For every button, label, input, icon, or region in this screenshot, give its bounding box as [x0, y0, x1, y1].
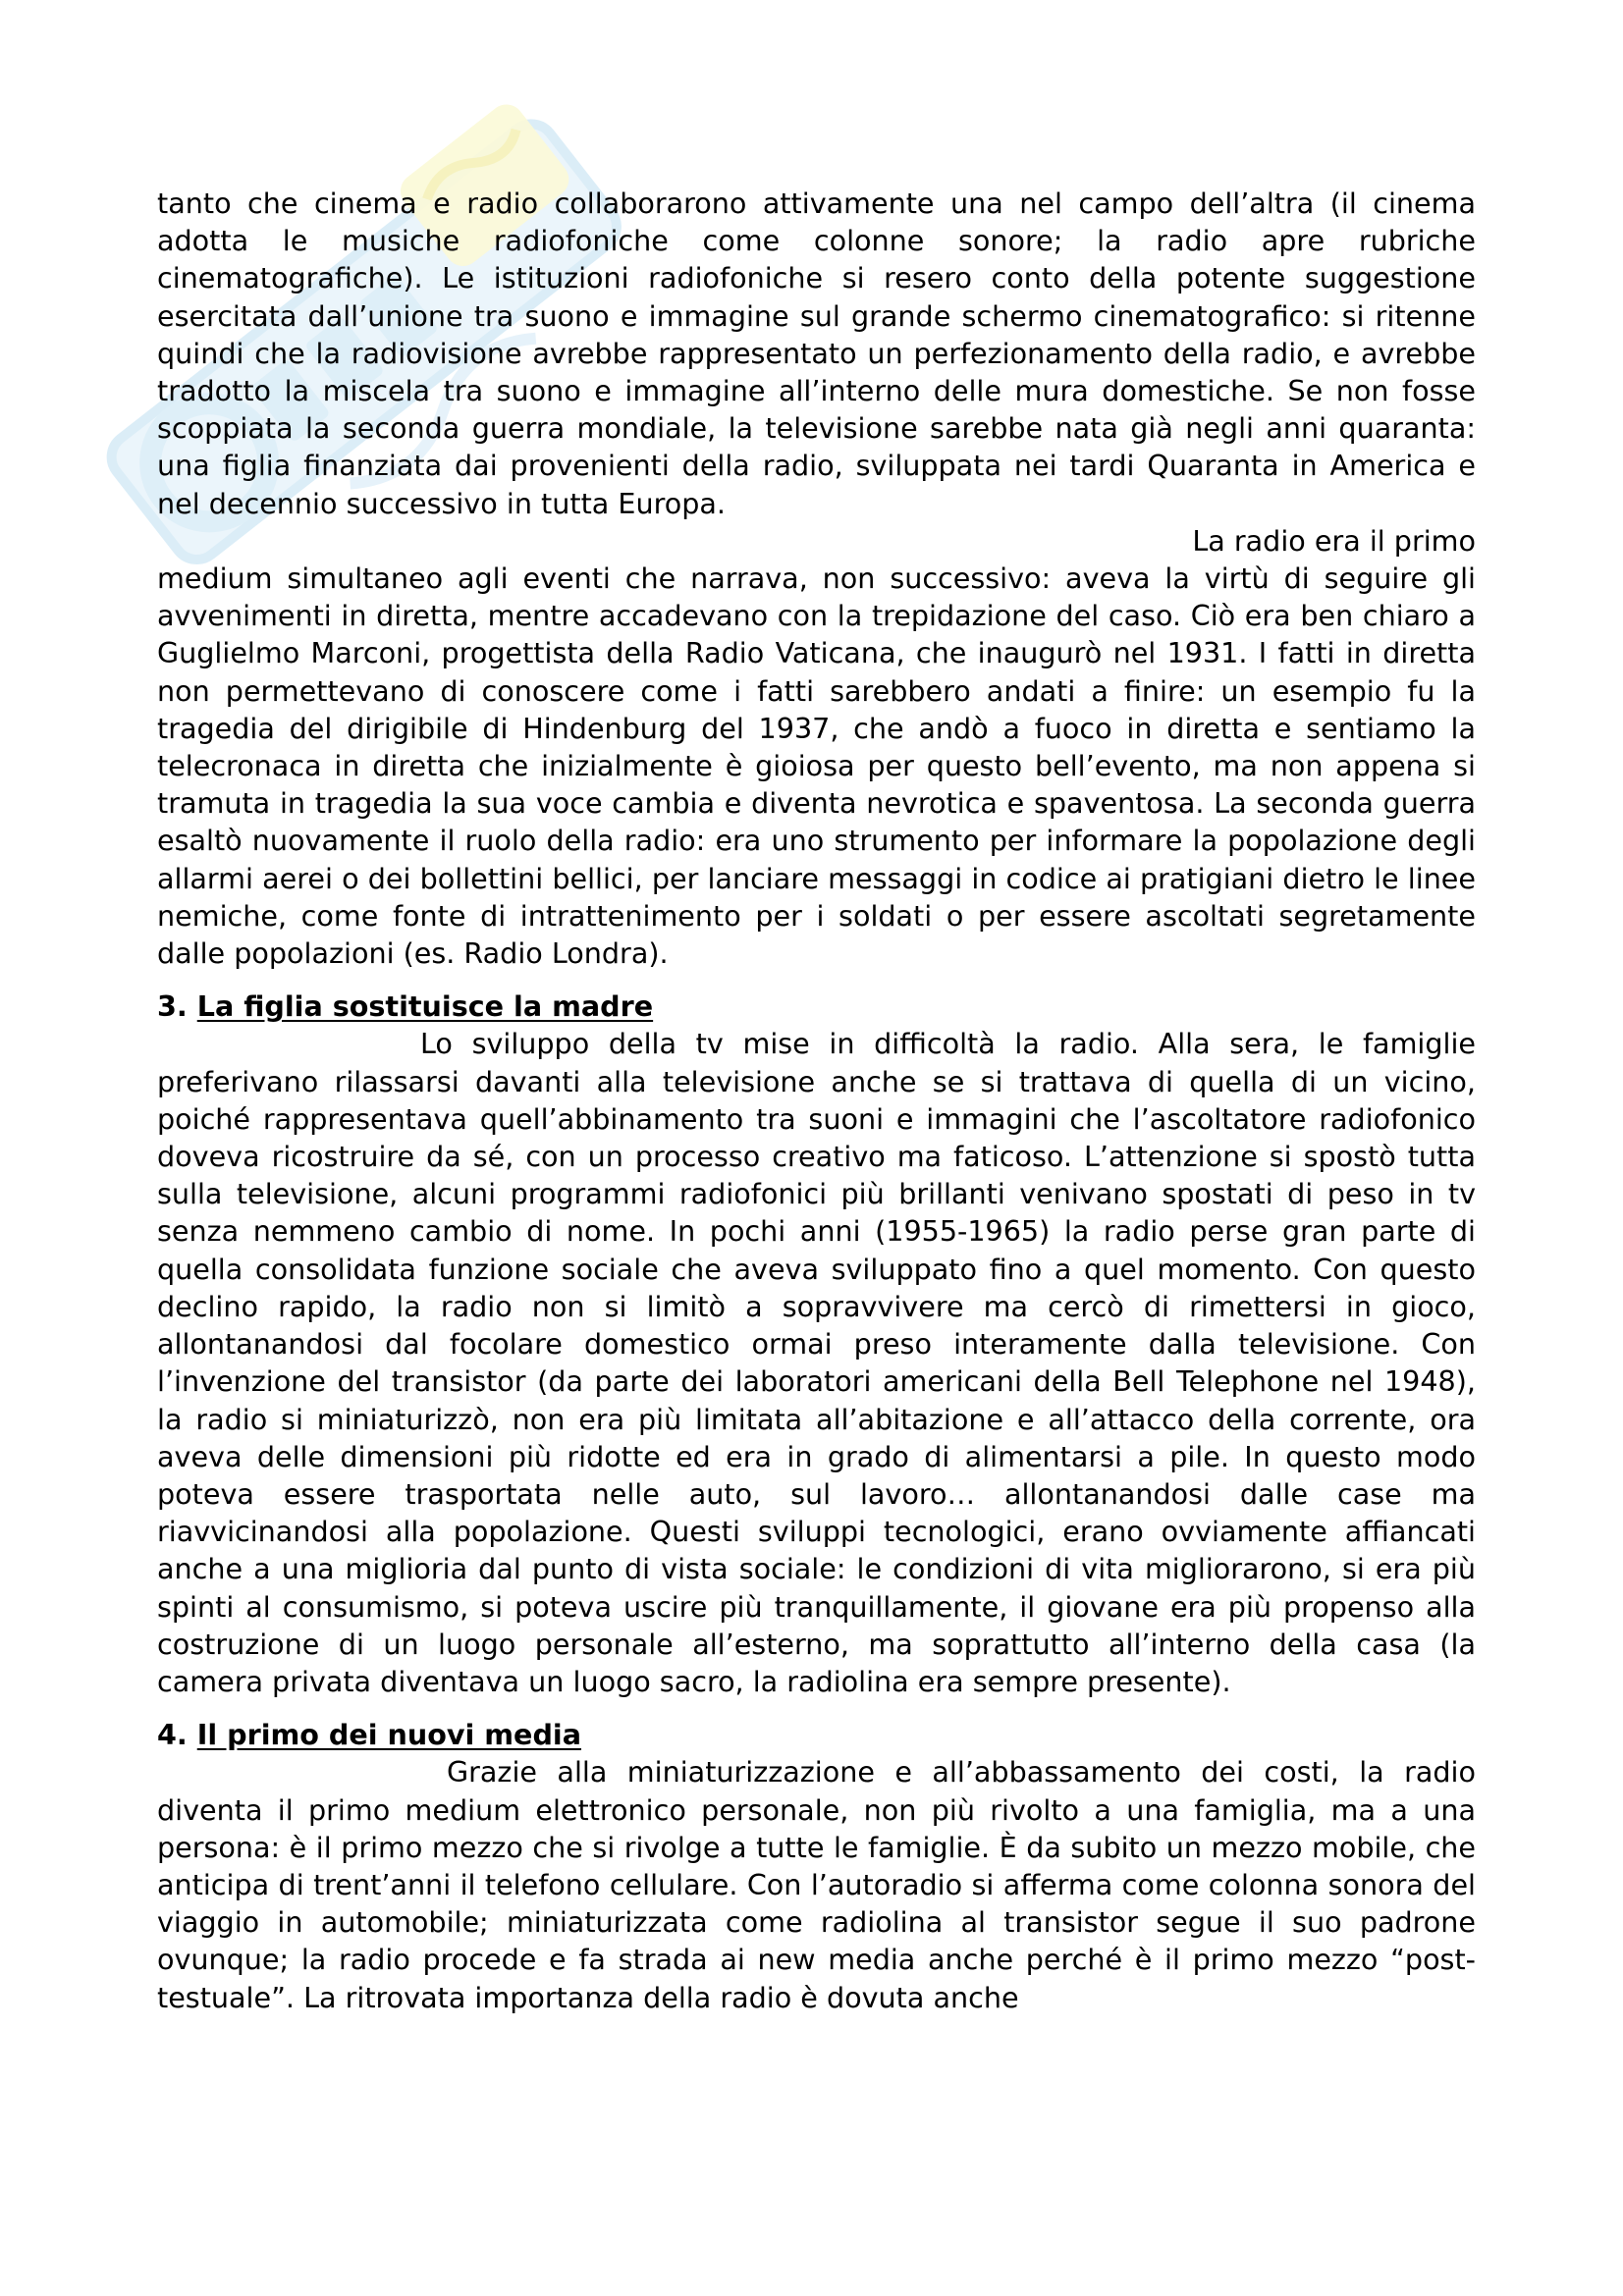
section-heading — [157, 988, 1476, 1025]
document-page — [157, 185, 1476, 2016]
section-number: 4. — [157, 1718, 188, 1752]
section-3 — [157, 988, 1476, 1700]
section-title: Il primo dei nuovi media — [196, 1718, 582, 1752]
paragraph-radio-simultaneo: medium simultaneo agli eventi che narrava, non successivo: aveva la virtù di seguire gli avvenimenti in diretta, mentre accadevano con la trepidazione del caso. Ciò era ben chiaro a Guglielmo Marconi, progettista della Radio Vaticana, che inaugurò nel 1931. I fatti in diretta non permettevano di conoscere come i fatti sarebbero andati a finire: un esempio fu la tragedia del dirigibile di Hindenburg del 1937, che andò a fuoco in diretta e sentiamo la telecronaca in diretta che inizialmente è gioiosa per questo bell’evento, ma non appena si tramuta in tragedia la sua voce cambia e diventa nevrotica e spaventosa. La seconda guerra esaltò nuovamente il ruolo della radio: era uno strumento per informare la popolazione degli allarmi aerei o dei bollettini bellici, per lanciare messaggi in codice ai pratigiani dietro le linee nemiche, come fonte di intrattenimento per i soldati o per essere ascoltati segretamente dalle popolazioni (es. Radio Londra). — [157, 561, 1476, 971]
section-heading — [157, 1716, 1476, 1753]
section-title: La figlia sostituisce la madre — [196, 989, 654, 1024]
section-body: Lo sviluppo della tv mise in difficoltà la radio. Alla sera, le famiglie preferivano rilassarsi davanti alla televisione anche se si trattava di quella di un vicino, poiché rappresentava quell’abbinamento tra suoni e immagini che l’ascoltatore radiofonico doveva ricostruire da sé, con un processo creativo ma faticoso. L’attenzione si spostò tutta sulla televisione, alcuni programmi radiofonici più brillanti venivano spostati di peso in tv senza nemmeno cambio di nome. In pochi anni (1955-1965) la radio perse gran parte di quella consolidata funzione sociale che aveva sviluppato fino a quel momento. Con questo declino rapido, la radio non si limitò a sopravvivere ma cercò di rimettersi in gioco, allontanandosi dal focolare domestico ormai preso interamente dalla televisione. Con l’invenzione del transistor (da parte dei laboratori americani della Bell Telephone nel 1948), la radio si miniaturizzò, non era più limitata all’abitazione e all’attacco della corrente, ora aveva delle dimensioni più ridotte ed era in grado di alimentarsi a pile. In questo modo poteva essere trasportata nelle auto, sul lavoro… allontanandosi dalle case ma riavvicinandosi alla popolazione. Questi sviluppi tecnologici, erano ovviamente affiancati anche a una miglioria dal punto di vista sociale: le condizioni di vita migliorarono, si era più spinti al consumismo, si poteva uscire più tranquillamente, il giovane era più propenso alla costruzione di un luogo personale all’esterno, ma soprattutto all’interno della casa (la camera privata diventava un luogo sacro, la radiolina era sempre presente). — [157, 1027, 1476, 1698]
section-4 — [157, 1716, 1476, 2016]
paragraph-intro: tanto che cinema e radio collaborarono attivamente una nel campo dell’altra (il cinema adotta le musiche radiofoniche come colonne sonore; la radio apre rubriche cinematografiche). Le istituzioni radiofoniche si resero conto della potente suggestione esercitata dall’unione tra suono e immagine sul grande schermo cinematografico: si ritenne quindi che la radiovisione avrebbe rappresentato un perfezionamento della radio, e avrebbe tradotto la miscela tra suono e immagine all’interno delle mura domestiche. Se non fosse scoppiata la seconda guerra mondiale, la televisione sarebbe nata già negli anni quaranta: una figlia finanziata dai provenienti della radio, sviluppata nei tardi Quaranta in America e nel decennio successivo in tutta Europa. — [157, 187, 1476, 520]
paragraph-lead-line: La radio era il primo — [1192, 523, 1476, 558]
section-number: 3. — [157, 989, 188, 1024]
section-body: Grazie alla miniaturizzazione e all’abbassamento dei costi, la radio diventa il primo medium elettronico personale, non più rivolto a una famiglia, ma a una persona: è il primo mezzo che si rivolge a tutte le famiglie. È da subito un mezzo mobile, che anticipa di trent’anni il telefono cellulare. Con l’autoradio si afferma come colonna sonora del viaggio in automobile; miniaturizzata come radiolina al transistor segue il suo padrone ovunque; la radio procede e fa strada ai new media anche perché è il primo mezzo “post-testuale”. La ritrovata importanza della radio è dovuta anche — [157, 1755, 1476, 2014]
